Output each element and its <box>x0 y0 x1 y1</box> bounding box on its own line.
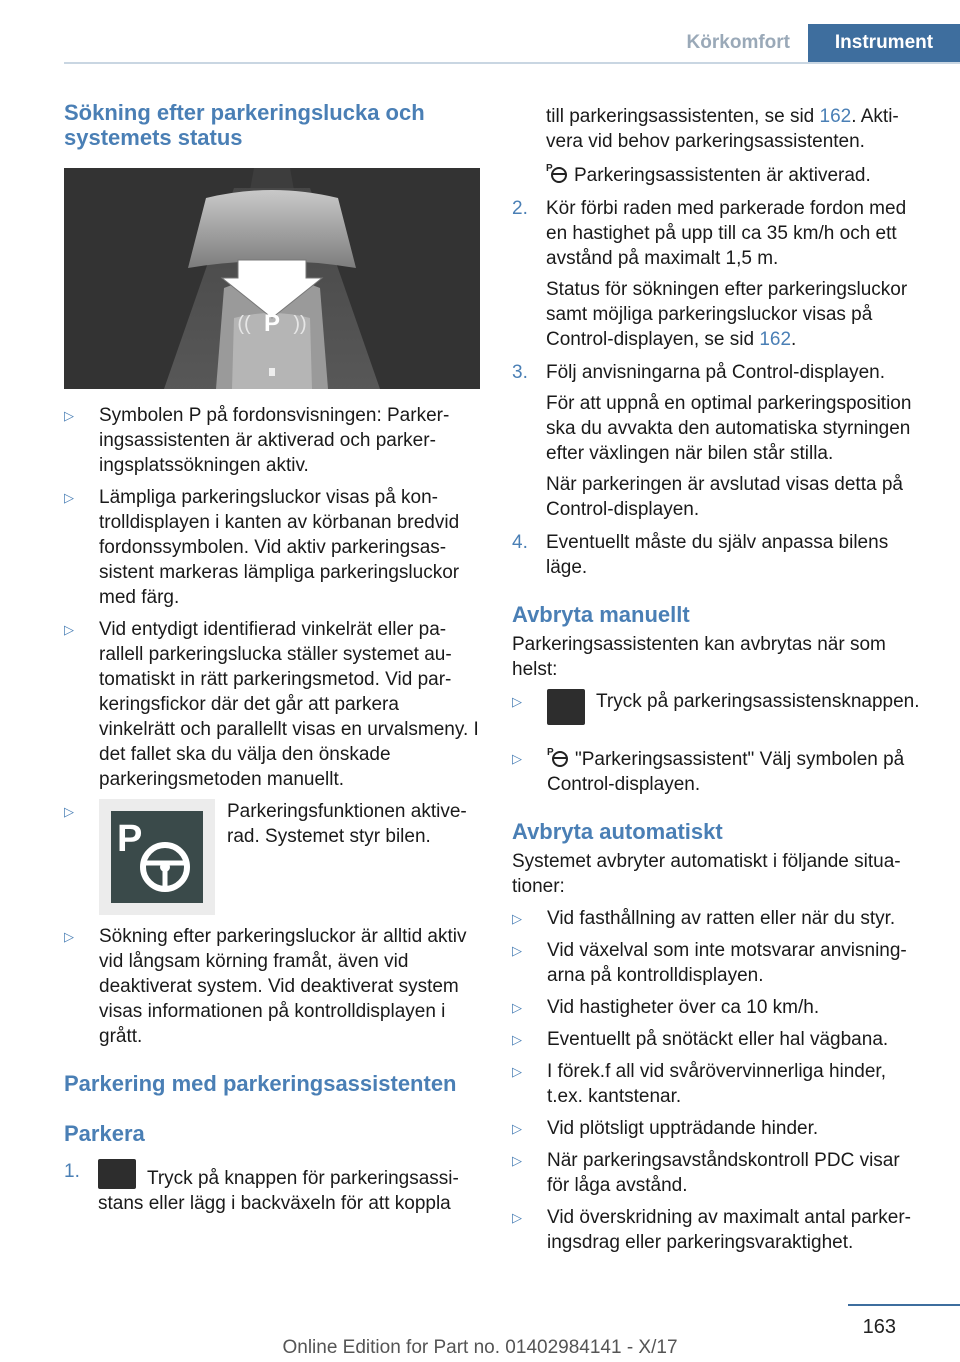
footer-edition: Online Edition for Part no. 01402984141 - X/17 <box>282 1337 678 1358</box>
list-item: ▷ Tryck på parkeringsassistensknappen. <box>512 689 926 739</box>
parking-assistant-figure <box>64 168 480 389</box>
page-link-162-b[interactable]: 162 <box>759 329 792 350</box>
footer-rule <box>848 1304 960 1306</box>
list-item: ▷ Symbolen P på fordonsvisningen: Parkeringsassistenten är aktiverad och parkeringsplatssökningen aktiv. <box>64 405 450 476</box>
tab-korkomfort[interactable]: Körkomfort <box>686 32 790 53</box>
steering-assist-icon <box>99 799 215 915</box>
heading-parkering: Parkering med parkeringsassistenten <box>64 1071 457 1096</box>
right-column <box>512 104 926 1255</box>
page-link-162[interactable]: 162 <box>819 106 852 127</box>
parking-button-icon <box>98 1159 136 1189</box>
page-number: 163 <box>862 1316 896 1338</box>
header-tabs <box>669 24 960 62</box>
svg-text:((: (( <box>237 313 251 335</box>
list-item: ▷ I förek.f all vid svårövervinnerliga hinder, t.ex. kantstenar. <box>512 1061 886 1107</box>
svg-text:)): )) <box>293 313 307 335</box>
list-item-icon: ▷ P Parkeringsfunktionen aktiverad. Systemet styr bilen. <box>64 799 480 917</box>
step-2-note: Status för sökningen efter parkeringsluckor samt möjliga parkeringsluckor visas på Control-displayen, se sid 162. <box>546 279 908 350</box>
list-item: ▷ Vid hastigheter över ca 10 km/h. <box>512 997 820 1018</box>
parking-assist-icon <box>546 162 568 184</box>
step-2: 2. Kör förbi raden med parkerade fordon med en hastighet på upp till ca 35 km/h och ett avstånd på maximalt 1,5 m. <box>512 198 907 269</box>
manual-intro: Parkeringsassistenten kan avbrytas när som helst: <box>512 634 886 680</box>
list-item: ▷ Eventuellt på snötäckt eller hal vägbana. <box>512 1029 889 1050</box>
step-1-continued: till parkeringsassistenten, se sid 162. Aktivera vid behov parkeringsassistenten. <box>546 106 899 152</box>
heading-avbryta-manuellt: Avbryta manuellt <box>512 602 690 627</box>
figure-p-symbol: P <box>263 310 281 337</box>
step-1: 1. Tryck på knappen för parkeringsassistans eller lägg i backväxeln för att koppla <box>64 1161 459 1214</box>
parking-assist-icon <box>547 746 569 768</box>
list-item: ▷ Vid plötsligt uppträdande hinder. <box>512 1118 819 1139</box>
list-item: ▷ Lämpliga parkeringsluckor visas på kontrolldisplayen i kanten av körbanan bredvid fordonssymbolen. Vid aktiv parkeringsassistent markeras lämpliga parkeringsluckor med färg. <box>64 487 460 608</box>
list-item: ▷ P "Parkeringsassistent" Välj symbolen på Control-displayen. <box>512 747 905 795</box>
list-item: ▷ Vid överskridning av maximalt antal parkeringsdrag eller parkeringsvaraktighet. <box>512 1207 911 1253</box>
left-column <box>64 100 480 1216</box>
svg-text:P: P <box>117 818 143 860</box>
step-3: 3. Följ anvisningarna på Control-displayen. <box>512 362 886 383</box>
list-item: ▷ Vid fasthållning av ratten eller när du styr. <box>512 908 896 929</box>
list-item: ▷ När parkeringsavståndskontroll PDC visar för låga avstånd. <box>512 1150 900 1196</box>
auto-intro: Systemet avbryter automatiskt i följande situationer: <box>512 851 901 897</box>
list-item: ▷ Vid växelval som inte motsvarar anvisningarna på kontrolldisplayen. <box>512 940 907 986</box>
heading-avbryta-automatiskt: Avbryta automatiskt <box>512 819 723 844</box>
car-display-illustration <box>64 168 480 389</box>
section-title: Sökning efter parkeringslucka och systemets status <box>64 100 425 150</box>
parking-button-icon <box>547 689 585 725</box>
heading-parkera: Parkera <box>64 1121 145 1146</box>
icon-note: P Parkeringsassistenten är aktiverad. <box>546 163 871 186</box>
svg-text:P: P <box>546 163 553 174</box>
step-3-note-1: För att uppnå en optimal parkeringsposition ska du avvakta den automatiska styrningen efter växlingen när bilen står stilla. <box>546 393 912 464</box>
header-rule <box>64 62 960 64</box>
step-4: 4. Eventuellt måste du själv anpassa bilens läge. <box>512 532 889 578</box>
list-item: ▷ Vid entydigt identifierad vinkelrät eller parallell parkeringslucka ställer systemet automatiskt in rätt parkeringsmetod. Vid parkeringsfickor där det går att parkera vinkelrätt och parallellt visas en urvalsmeny. I det fallet ska du välja den önskade parkeringsmetoden manuellt. <box>64 619 479 790</box>
list-item: ▷ Sökning efter parkeringsluckor är alltid aktiv vid långsam körning framåt, även vid deaktiverat system. Vid deaktiverat system visas informationen på kontrolldisplayen i grått. <box>64 926 467 1047</box>
tab-instrument[interactable]: Instrument <box>808 24 960 62</box>
svg-text:P: P <box>547 747 554 758</box>
step-3-note-2: När parkeringen är avslutad visas detta på Control-displayen. <box>546 474 903 520</box>
